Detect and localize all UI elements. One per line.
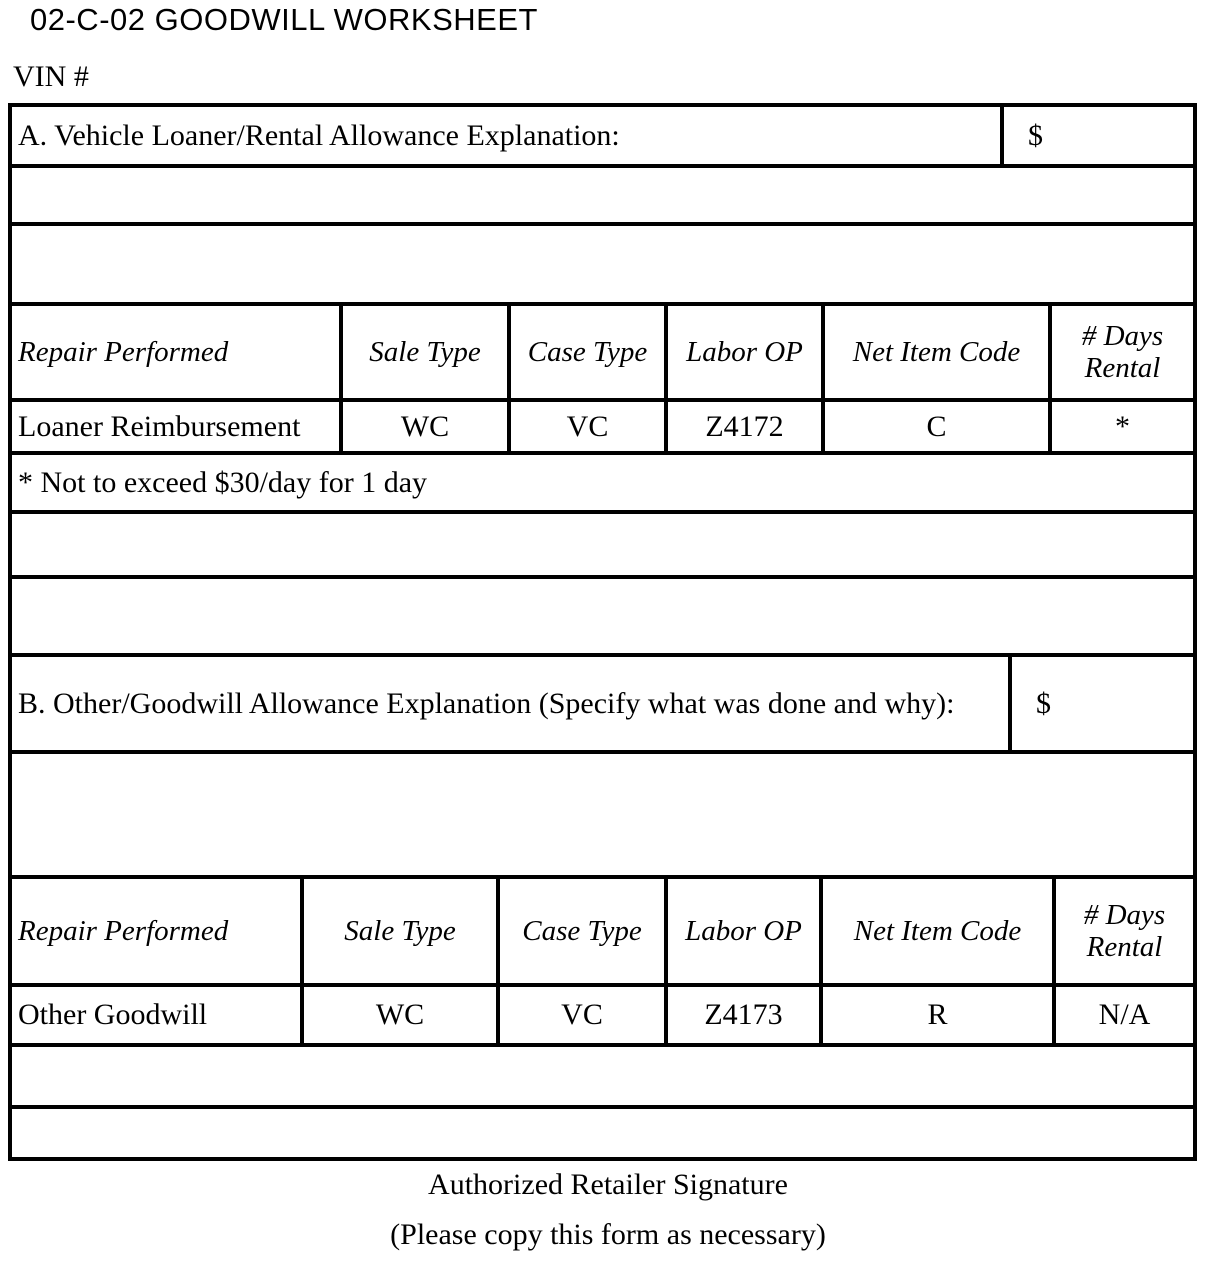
table-a-cell-sale-type: WC bbox=[343, 402, 511, 451]
table-b-data-row bbox=[12, 983, 1193, 1043]
section-a-label: A. Vehicle Loaner/Rental Allowance Explanation: bbox=[12, 107, 1004, 164]
section-a-blank-line-3 bbox=[12, 510, 1193, 575]
copy-form-note: (Please copy this form as necessary) bbox=[390, 1218, 826, 1251]
section-b-label: B. Other/Goodwill Allowance Explanation (Specify what was done and why): bbox=[12, 657, 1012, 750]
table-a-cell-labor-op: Z4172 bbox=[668, 402, 825, 451]
table-a-header-net-item-code: Net Item Code bbox=[825, 306, 1052, 398]
section-a-blank-line-2 bbox=[12, 222, 1193, 302]
table-b-cell-repair-performed: Other Goodwill bbox=[12, 987, 304, 1043]
table-a-cell-days-rental: * bbox=[1115, 409, 1130, 443]
table-a-header-days-rental: # Days Rental bbox=[1081, 319, 1164, 384]
table-b-header-repair-performed: Repair Performed bbox=[12, 879, 304, 983]
table-a-header-repair-performed: Repair Performed bbox=[12, 306, 343, 398]
table-a-cell-net-item-code: C bbox=[825, 402, 1052, 451]
section-b-header-row bbox=[12, 653, 1193, 750]
table-b-cell-case-type: VC bbox=[500, 987, 668, 1043]
section-a-blank-line-4 bbox=[12, 575, 1193, 653]
vin-label: VIN # bbox=[13, 60, 89, 93]
table-a-footnote-row bbox=[12, 451, 1193, 510]
section-b-amount-field: $ bbox=[1036, 686, 1051, 720]
section-a-blank-line-1 bbox=[12, 164, 1193, 222]
table-a-cell-repair-performed: Loaner Reimbursement bbox=[12, 402, 343, 451]
table-b-header-case-type: Case Type bbox=[500, 879, 668, 983]
section-a-header-row bbox=[12, 107, 1193, 164]
table-b-header-row bbox=[12, 875, 1193, 983]
table-b-cell-days-rental: N/A bbox=[1098, 998, 1151, 1031]
authorized-retailer-signature-label: Authorized Retailer Signature bbox=[428, 1168, 788, 1201]
section-b-blank-line-2 bbox=[12, 1043, 1193, 1105]
goodwill-worksheet-form bbox=[8, 103, 1197, 1161]
table-b-header-net-item-code: Net Item Code bbox=[823, 879, 1056, 983]
table-b-header-labor-op: Labor OP bbox=[668, 879, 823, 983]
table-a-header-case-type: Case Type bbox=[511, 306, 668, 398]
section-b-blank-line-1 bbox=[12, 750, 1193, 875]
table-b-cell-sale-type: WC bbox=[304, 987, 500, 1043]
table-b-header-days-rental: # Days Rental bbox=[1083, 898, 1166, 963]
table-a-header-sale-type: Sale Type bbox=[343, 306, 511, 398]
table-b-cell-labor-op: Z4173 bbox=[668, 987, 823, 1043]
table-a-data-row bbox=[12, 398, 1193, 451]
table-a-cell-case-type: VC bbox=[511, 402, 668, 451]
table-a-header-row bbox=[12, 302, 1193, 398]
section-b-blank-line-3 bbox=[12, 1105, 1193, 1157]
form-title: 02-C-02 GOODWILL WORKSHEET bbox=[30, 2, 538, 37]
section-a-amount-field: $ bbox=[1028, 118, 1043, 152]
table-a-footnote: * Not to exceed $30/day for 1 day bbox=[18, 465, 428, 499]
table-b-cell-net-item-code: R bbox=[823, 987, 1056, 1043]
table-a-header-labor-op: Labor OP bbox=[668, 306, 825, 398]
table-b-header-sale-type: Sale Type bbox=[304, 879, 500, 983]
